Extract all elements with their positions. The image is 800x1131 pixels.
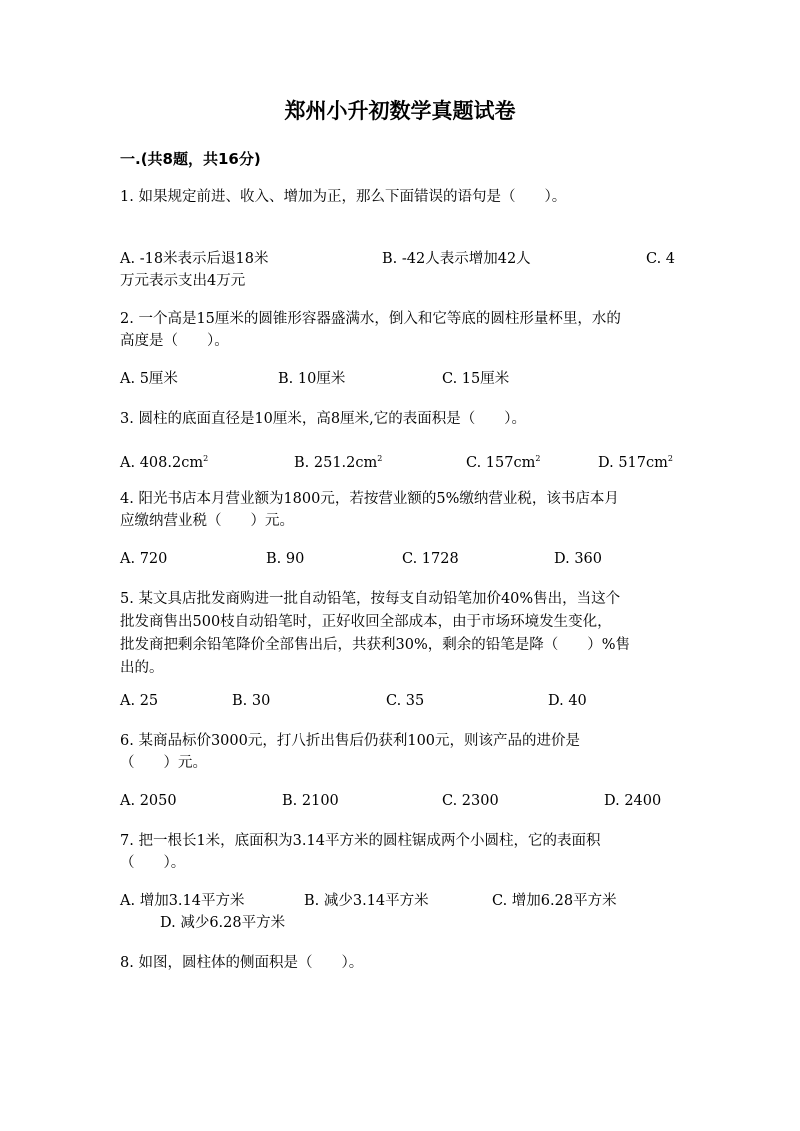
question-6-option-a: A. 2050 [120, 793, 177, 809]
question-5-option-c: C. 35 [386, 693, 425, 709]
question-2-option-c: C. 15厘米 [442, 371, 510, 387]
question-4-line-1: 4. 阳光书店本月营业额为1800元，若按营业额的5%缴纳营业税，该书店本月 [120, 491, 619, 507]
question-3-option-a: A. $408.2cm^2$ [120, 454, 209, 471]
question-7-line-2: （ ）。 [120, 855, 186, 871]
question-4-line-2: 应缴纳营业税（ ）元。 [120, 513, 294, 529]
question-6-line-1: 6. 某商品标价3000元，打八折出售后仍获利100元，则该产品的进价是 [120, 733, 581, 749]
question-1-option-c: C. 4 [646, 251, 676, 267]
question-5-line-3: 批发商把剩余铅笔降价全部售出后，共获利30%，剩余的铅笔是降（ ）%售 [120, 637, 631, 653]
question-3-option-c: C. $157cm^2$ [466, 454, 541, 471]
question-5-option-b: B. 30 [232, 693, 271, 709]
question-2-option-a: A. 5厘米 [120, 371, 178, 387]
question-1-option-a: A. -18米表示后退18米 [120, 251, 269, 267]
question-1-option-b: B. -42人表示增加42人 [382, 251, 531, 267]
question-3-line-1: 3. 圆柱的底面直径是10厘米，高8厘米,它的表面积是（ ）。 [120, 411, 526, 427]
question-7-option-c: C. 增加6.28平方米 [492, 893, 617, 909]
question-4-option-b: B. 90 [266, 551, 305, 567]
question-1-option-c-cont: 万元表示支出4万元 [120, 273, 246, 289]
question-5-line-1: 5. 某文具店批发商购进一批自动铅笔，按每支自动铅笔加价40%售出，当这个 [120, 591, 621, 607]
question-7-option-b: B. 减少3.14平方米 [304, 893, 429, 909]
question-5-line-2: 批发商售出500枝自动铅笔时，正好收回全部成本，由于市场环境发生变化， [120, 614, 612, 630]
question-4-option-c: C. 1728 [402, 551, 459, 567]
question-5-option-d: D. 40 [548, 693, 587, 709]
question-7-option-a: A. 增加3.14平方米 [120, 893, 245, 909]
question-8-line-1: 8. 如图，圆柱体的侧面积是（ ）。 [120, 955, 364, 971]
question-6-line-2: （ ）元。 [120, 755, 207, 771]
question-5-line-4: 出的。 [120, 660, 164, 676]
question-2-line-1: 2. 一个高是15厘米的圆锥形容器盛满水，倒入和它等底的圆柱形量杯里，水的 [120, 311, 621, 327]
question-5-option-a: A. 25 [120, 693, 159, 709]
question-6-option-b: B. 2100 [282, 793, 339, 809]
question-4-option-d: D. 360 [554, 551, 603, 567]
question-3-option-d: D. $517cm^2$ [598, 454, 673, 471]
page-title: 郑州小升初数学真题试卷 [284, 99, 516, 123]
question-4-option-a: A. 720 [120, 551, 168, 567]
question-1-line-1: 1. 如果规定前进、收入、增加为正，那么下面错误的语句是（ ）。 [120, 189, 567, 205]
question-7-option-d: D. 减少6.28平方米 [160, 915, 286, 931]
question-6-option-d: D. 2400 [604, 793, 662, 809]
question-7-line-1: 7. 把一根长1米，底面积为3.14平方米的圆柱锯成两个小圆柱，它的表面积 [120, 833, 601, 849]
question-2-option-b: B. 10厘米 [278, 371, 346, 387]
section-heading: 一.(共8题，共16分) [120, 150, 261, 168]
question-6-option-c: C. 2300 [442, 793, 499, 809]
question-2-line-2: 高度是（ ）。 [120, 333, 229, 349]
question-3-option-b: B. $251.2cm^2$ [294, 454, 383, 471]
